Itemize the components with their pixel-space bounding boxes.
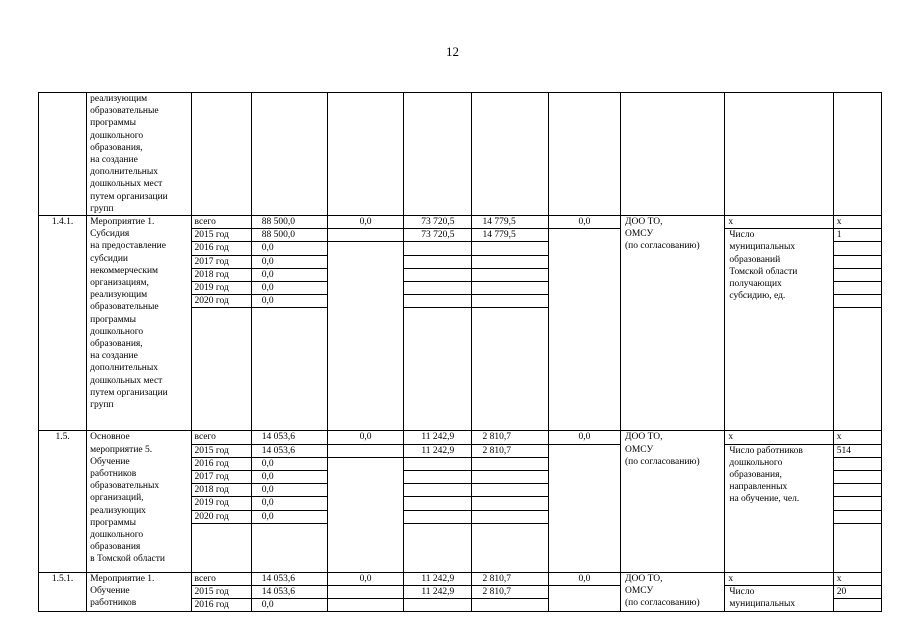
- budget-col-3: [472, 457, 548, 470]
- filler-cell: [404, 523, 472, 572]
- budget-col-2: [404, 484, 472, 497]
- budget-col-2: 73 720,5: [404, 216, 472, 229]
- budget-col-2: [404, 510, 472, 523]
- indicator-value: [833, 282, 881, 295]
- period-cell: 2017 год: [191, 255, 251, 268]
- budget-col-2: [404, 268, 472, 281]
- program-activities-table: [38, 92, 882, 612]
- period-cell: 2016 год: [191, 457, 251, 470]
- total-cell: 0,0: [251, 484, 327, 497]
- indicator-value: [833, 268, 881, 281]
- period-cell: 2020 год: [191, 295, 251, 308]
- budget-col-1: [327, 599, 403, 612]
- budget-col-4: 0,0: [548, 216, 620, 229]
- total-cell: 0,0: [251, 268, 327, 281]
- budget-col-4: [548, 586, 620, 612]
- budget-col-4: 0,0: [548, 431, 620, 444]
- total-cell: 0,0: [251, 242, 327, 255]
- indicator-value: х: [833, 572, 881, 585]
- period-cell: всего: [191, 572, 251, 585]
- indicator-value: [833, 255, 881, 268]
- total-cell: 0,0: [251, 295, 327, 308]
- budget-col-3: [472, 497, 548, 510]
- budget-col-1: 0,0: [327, 572, 403, 585]
- continuation-row: [39, 93, 882, 216]
- indicator-cell: х: [725, 572, 833, 585]
- budget-col-3: 2 810,7: [472, 586, 548, 599]
- budget-col-2: [404, 295, 472, 308]
- period-cell: 2016 год: [191, 599, 251, 612]
- indicator-name: Число муниципальных: [725, 586, 833, 612]
- indicator-value: 1: [833, 229, 881, 242]
- filler-cell: [833, 523, 881, 572]
- indicator-value: 514: [833, 444, 881, 457]
- budget-col-2: 11 242,9: [404, 431, 472, 444]
- total-cell: 0,0: [251, 510, 327, 523]
- period-cell: всего: [191, 431, 251, 444]
- budget-col-2: [404, 599, 472, 612]
- budget-col-1: [327, 586, 403, 599]
- budget-col-3: [472, 471, 548, 484]
- budget-col-3: 14 779,5: [472, 216, 548, 229]
- budget-col-2: [404, 255, 472, 268]
- budget-col-2: [404, 497, 472, 510]
- budget-col-1: [327, 457, 403, 572]
- budget-col-1: 0,0: [327, 431, 403, 444]
- activity-name: Основное мероприятие 5. Обучение работников образовательных организаций, реализующих программы дошкольного образования в Томской области: [87, 431, 191, 572]
- budget-col-2: 11 242,9: [404, 572, 472, 585]
- indicator-name: Число работников дошкольного образования, направленных на обучение, чел.: [725, 444, 833, 572]
- indicator-cell: х: [725, 216, 833, 229]
- period-cell: всего: [191, 216, 251, 229]
- budget-col-2: 73 720,5: [404, 229, 472, 242]
- indicator-value: [833, 510, 881, 523]
- row-index: 1.5.: [39, 431, 87, 572]
- indicator-value: х: [833, 431, 881, 444]
- budget-col-3: [472, 599, 548, 612]
- period-cell: 2018 год: [191, 268, 251, 281]
- activity-name: Мероприятие 1. Обучение работников: [87, 572, 191, 612]
- budget-col-3: [472, 282, 548, 295]
- period-cell: 2019 год: [191, 282, 251, 295]
- total-cell: 88 500,0: [251, 229, 327, 242]
- indicator-value: [833, 242, 881, 255]
- total-cell: 0,0: [251, 282, 327, 295]
- budget-col-4: 0,0: [548, 572, 620, 585]
- filler-cell: [191, 523, 251, 572]
- budget-col-3: [472, 255, 548, 268]
- period-cell: 2015 год: [191, 586, 251, 599]
- period-cell: 2018 год: [191, 484, 251, 497]
- budget-col-3: [472, 510, 548, 523]
- budget-col-3: [472, 484, 548, 497]
- indicator-value: [833, 295, 881, 308]
- total-cell: 0,0: [251, 599, 327, 612]
- indicator-value: [833, 457, 881, 470]
- budget-col-2: [404, 242, 472, 255]
- indicator-value: 20: [833, 586, 881, 599]
- budget-col-1: [327, 242, 403, 431]
- budget-col-3: 2 810,7: [472, 444, 548, 457]
- budget-col-3: 14 779,5: [472, 229, 548, 242]
- budget-col-2: 11 242,9: [404, 586, 472, 599]
- total-cell: 14 053,6: [251, 444, 327, 457]
- period-cell: 2015 год: [191, 444, 251, 457]
- page-number: 12: [446, 44, 459, 59]
- indicator-value: [833, 599, 881, 612]
- activity-name: Мероприятие 1. Субсидия на предоставление субсидии некоммерческим организациям, реализующим образовательные программы дошкольного образования, на создание дополнительных дошкольных мест путем организации групп: [87, 216, 191, 431]
- budget-col-3: [472, 295, 548, 308]
- total-cell: 14 053,6: [251, 586, 327, 599]
- budget-col-1: [327, 229, 403, 242]
- budget-col-1: 0,0: [327, 216, 403, 229]
- period-cell: 2016 год: [191, 242, 251, 255]
- executor-cell: ДОО ТО, ОМСУ (по согласованию): [621, 216, 725, 431]
- budget-col-3: 2 810,7: [472, 572, 548, 585]
- budget-col-3: 2 810,7: [472, 431, 548, 444]
- indicator-value: [833, 471, 881, 484]
- total-cell: 0,0: [251, 471, 327, 484]
- period-cell: 2015 год: [191, 229, 251, 242]
- budget-col-2: [404, 282, 472, 295]
- index-cell: [39, 93, 87, 216]
- total-cell: 88 500,0: [251, 216, 327, 229]
- indicator-value: х: [833, 216, 881, 229]
- total-cell: 0,0: [251, 457, 327, 470]
- table-row: [39, 431, 882, 444]
- row-index: 1.4.1.: [39, 216, 87, 431]
- table-row: [39, 572, 882, 585]
- filler-cell: [833, 308, 881, 431]
- row-index: 1.5.1.: [39, 572, 87, 612]
- total-cell: 0,0: [251, 255, 327, 268]
- total-cell: 14 053,6: [251, 431, 327, 444]
- budget-col-1: [327, 444, 403, 457]
- budget-col-2: [404, 471, 472, 484]
- budget-col-4: [548, 444, 620, 572]
- budget-col-3: [472, 242, 548, 255]
- continuation-name-cell: реализующим образовательные программы дошкольного образования, на создание дополнительных дошкольных мест путем организации групп: [87, 93, 191, 216]
- filler-cell: [191, 308, 251, 431]
- budget-col-3: [472, 268, 548, 281]
- filler-cell: [472, 308, 548, 431]
- budget-col-4: [548, 229, 620, 431]
- indicator-name: Число муниципальных образований Томской области получающих субсидию, ед.: [725, 229, 833, 431]
- filler-cell: [251, 308, 327, 431]
- table-row: [39, 216, 882, 229]
- executor-cell: ДОО ТО, ОМСУ (по согласованию): [621, 431, 725, 572]
- indicator-cell: х: [725, 431, 833, 444]
- budget-col-2: 11 242,9: [404, 444, 472, 457]
- indicator-value: [833, 484, 881, 497]
- filler-cell: [251, 523, 327, 572]
- period-cell: 2017 год: [191, 471, 251, 484]
- period-cell: 2019 год: [191, 497, 251, 510]
- total-cell: 14 053,6: [251, 572, 327, 585]
- budget-col-2: [404, 457, 472, 470]
- total-cell: 0,0: [251, 497, 327, 510]
- indicator-value: [833, 497, 881, 510]
- filler-cell: [472, 523, 548, 572]
- filler-cell: [404, 308, 472, 431]
- executor-cell: ДОО ТО, ОМСУ (по согласованию): [621, 572, 725, 612]
- period-cell: 2020 год: [191, 510, 251, 523]
